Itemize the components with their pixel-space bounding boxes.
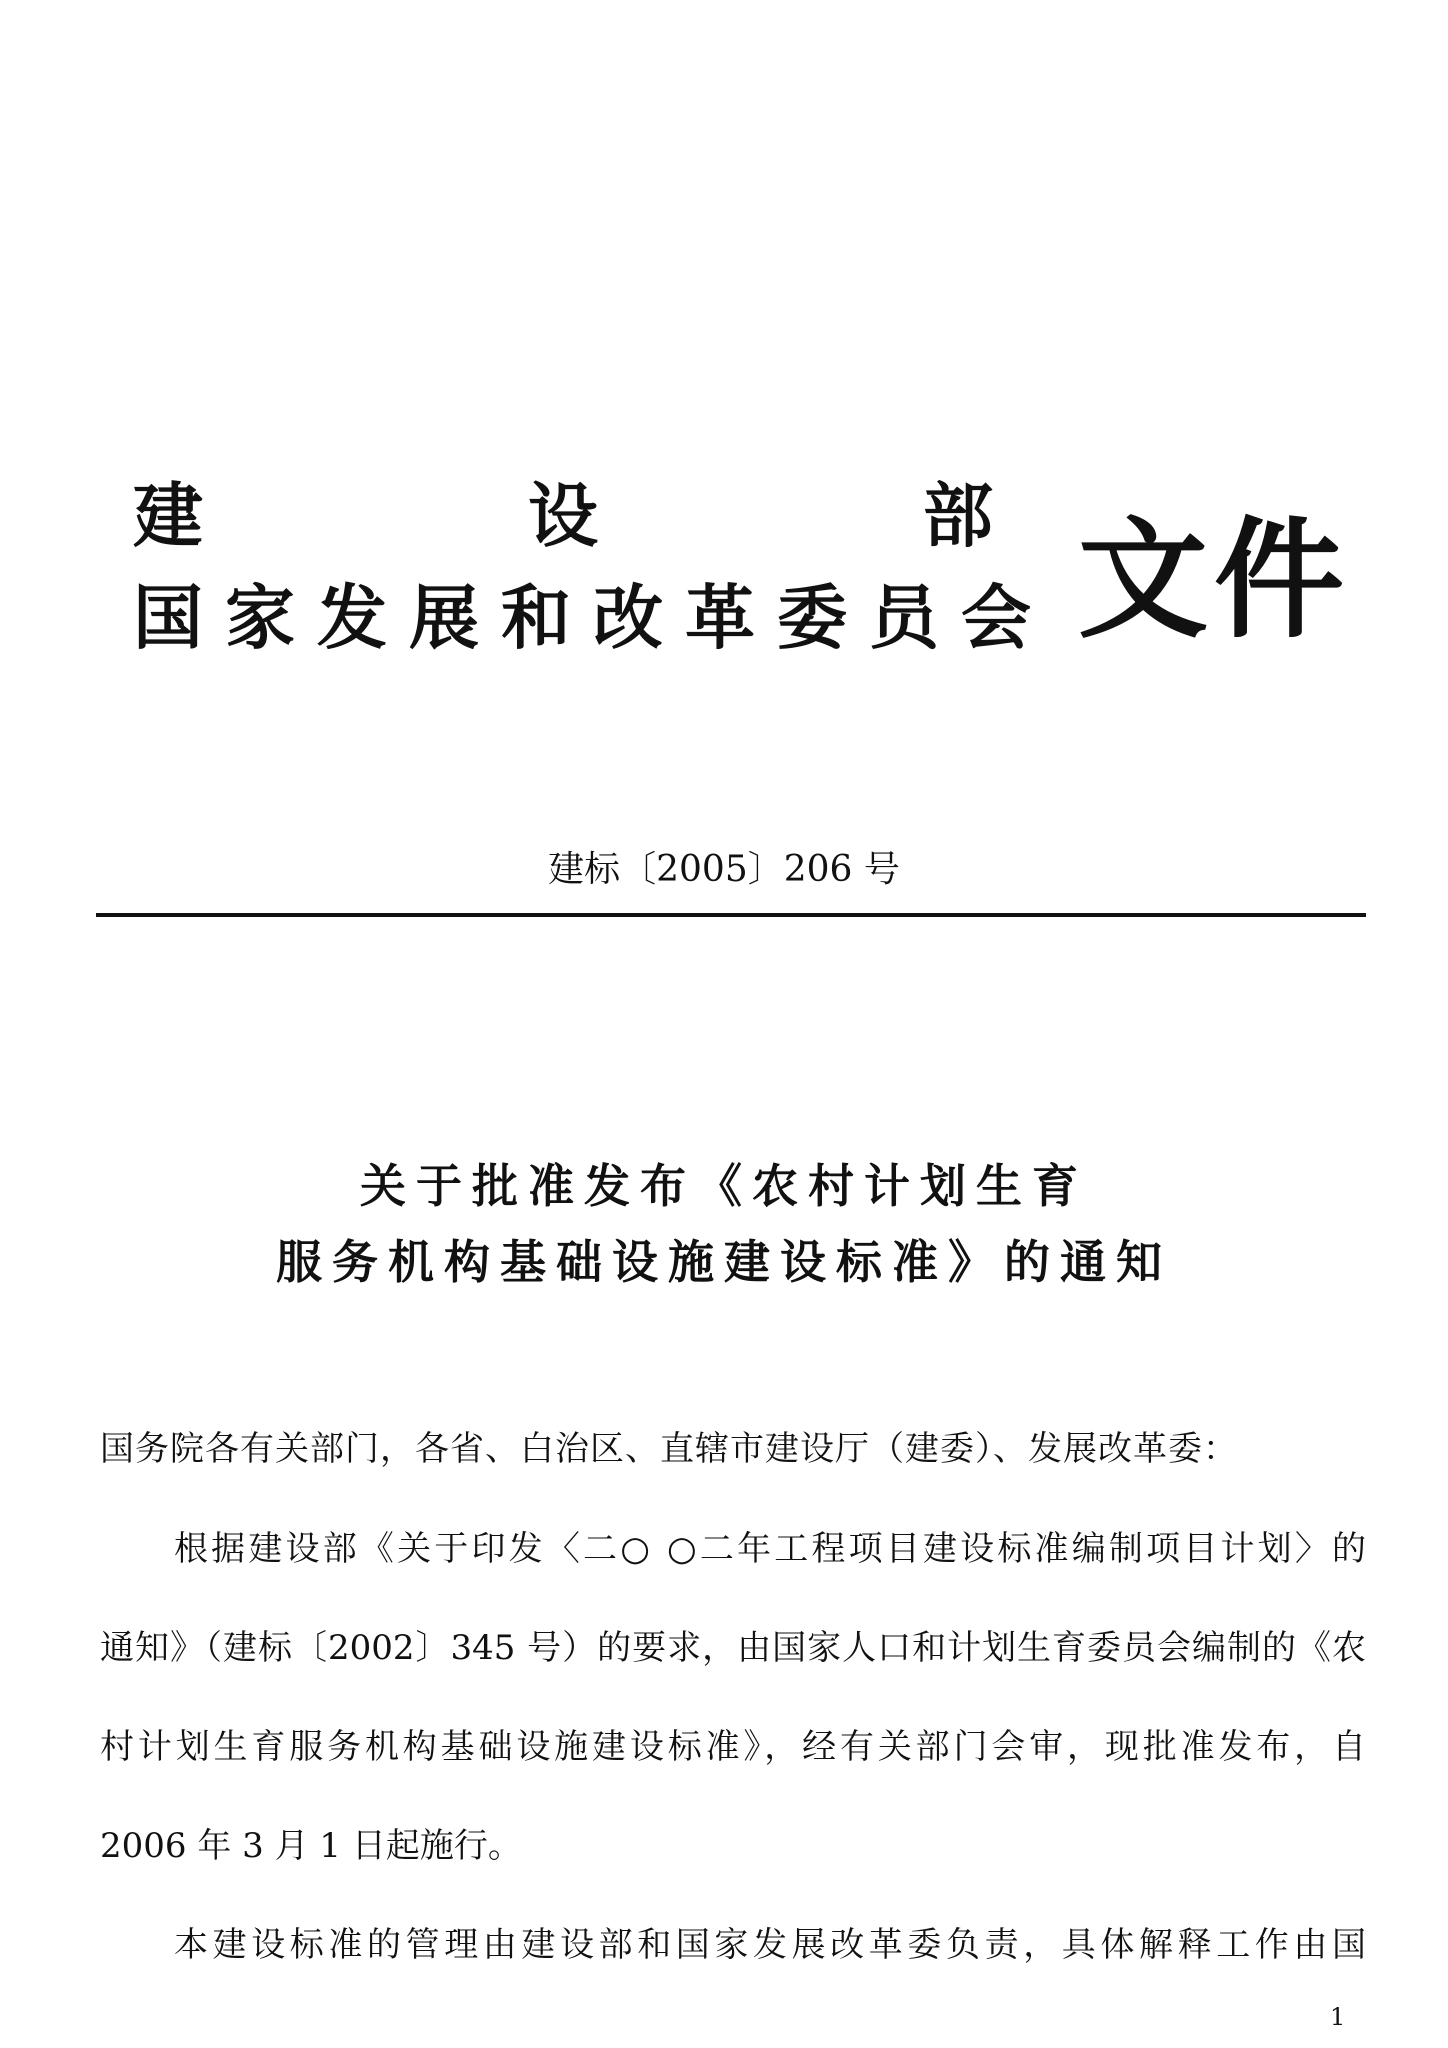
page-number: 1 (1330, 2003, 1346, 2031)
paragraph-line: 2006 年 3 月 1 日起施行。 (100, 1826, 522, 1866)
issuer-char: 建 (133, 474, 203, 557)
issuer-ministry-of-construction (133, 476, 993, 556)
issuer-char: 设 (528, 474, 598, 557)
document-header (133, 476, 1353, 676)
paragraph-line: 根据建设部《关于印发〈二○ ○二年工程项目建设标准编制项目计划〉的 (174, 1529, 1366, 1569)
header-divider (96, 913, 1366, 917)
notice-title-line-2: 服务机构基础设施建设标准》的通知 (276, 1235, 1172, 1289)
paragraph-line: 通知》（建标〔2002〕345 号）的要求，由国家人口和计划生育委员会编制的《农 (100, 1628, 1366, 1668)
document-number: 建标〔2005〕206 号 (548, 849, 900, 890)
addressee-line: 国务院各有关部门，各省、白治区、直辖市建设厅（建委）、发展改革委： (100, 1429, 1238, 1469)
issuer-char: 部 (923, 474, 993, 557)
notice-title-line-1: 关于批准发布《农村计划生育 (360, 1159, 1088, 1213)
paragraph-line: 村计划生育服务机构基础设施建设标准》，经有关部门会审，现批准发布，自 (100, 1727, 1366, 1767)
paragraph-line: 本建设标准的管理由建设部和国家发展改革委负责，具体解释工作由国 (174, 1925, 1366, 1965)
issuer-ndrc: 国家发展和改革委员会 (133, 576, 1053, 659)
document-word: 文件 (1078, 503, 1351, 656)
